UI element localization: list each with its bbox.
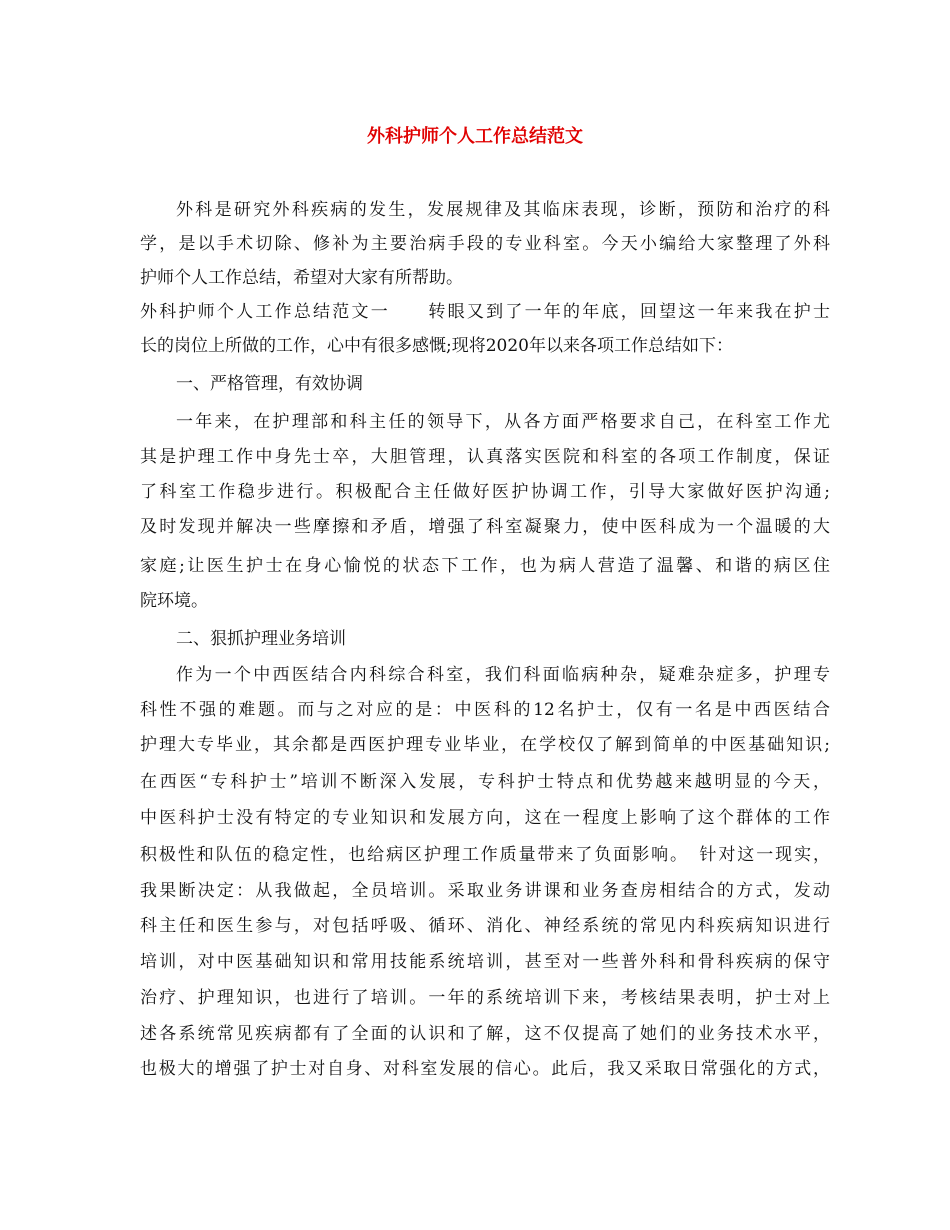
paragraph-line: 一年来，在护理部和科主任的领导下，从各方面严格要求自己，在科室工作尤 (176, 412, 830, 432)
paragraph-line: 科性不强的难题。而与之对应的是：中医科的12名护士，仅有一名是中西医结合 (140, 700, 830, 720)
paragraph-line: 了科室工作稳步进行。积极配合主任做好医护协调工作，引导大家做好医护沟通; (140, 482, 830, 502)
paragraph-line: 我果断决定：从我做起，全员培训。采取业务讲课和业务查房相结合的方式，发动 (140, 881, 830, 901)
paragraph-line: 学，是以手术切除、修补为主要治病手段的专业科室。今天小编给大家整理了外科 (140, 234, 830, 254)
paragraph-line: 护师个人工作总结，希望对大家有所帮助。 (140, 268, 463, 288)
paragraph-line: 积极性和队伍的稳定性，也给病区护理工作质量带来了负面影响。 针对这一现实， (140, 845, 830, 865)
paragraph-line: 外科护师个人工作总结范文一 转眼又到了一年的年底，回望这一年来我在护士 (140, 302, 830, 322)
paragraph-line: 院环境。 (140, 591, 208, 611)
paragraph-line: 中医科护士没有特定的专业知识和发展方向，这在一程度上影响了这个群体的工作 (140, 808, 830, 828)
paragraph-line: 护理大专毕业，其余都是西医护理专业毕业，在学校仅了解到简单的中医基础知识; (140, 735, 830, 755)
paragraph-line: 在西医“专科护士”培训不断深入发展，专科护士特点和优势越来越明显的今天， (140, 772, 830, 792)
document-title: 外科护师个人工作总结范文 (367, 126, 583, 147)
section-heading: 一、严格管理，有效协调 (176, 374, 363, 394)
paragraph-line: 治疗、护理知识，也进行了培训。一年的系统培训下来，考核结果表明，护士对上 (140, 988, 830, 1008)
paragraph-line: 其是护理工作中身先士卒，大胆管理，认真落实医院和科室的各项工作制度，保证 (140, 447, 830, 467)
paragraph-line: 家庭;让医生护士在身心愉悦的状态下工作，也为病人营造了温馨、和谐的病区住 (140, 556, 830, 576)
paragraph-line: 培训，对中医基础知识和常用技能系统培训，甚至对一些普外科和骨科疾病的保守 (140, 952, 830, 972)
paragraph-line: 长的岗位上所做的工作，心中有很多感慨;现将2020年以来各项工作总结如下： (140, 336, 733, 356)
paragraph-line: 述各系统常见疾病都有了全面的认识和了解，这不仅提高了她们的业务技术水平， (140, 1024, 830, 1044)
paragraph-line: 及时发现并解决一些摩擦和矛盾，增强了科室凝聚力，使中医科成为一个温暖的大 (140, 517, 830, 537)
paragraph-line: 外科是研究外科疾病的发生，发展规律及其临床表现，诊断，预防和治疗的科 (176, 200, 830, 220)
paragraph-line: 作为一个中西医结合内科综合科室，我们科面临病种杂，疑难杂症多，护理专 (176, 665, 830, 685)
section-heading: 二、狠抓护理业务培训 (176, 629, 346, 649)
paragraph-line: 也极大的增强了护士对自身、对科室发展的信心。此后，我又采取日常强化的方式， (140, 1059, 830, 1079)
paragraph-line: 科主任和医生参与，对包括呼吸、循环、消化、神经系统的常见内科疾病知识进行 (140, 916, 830, 936)
